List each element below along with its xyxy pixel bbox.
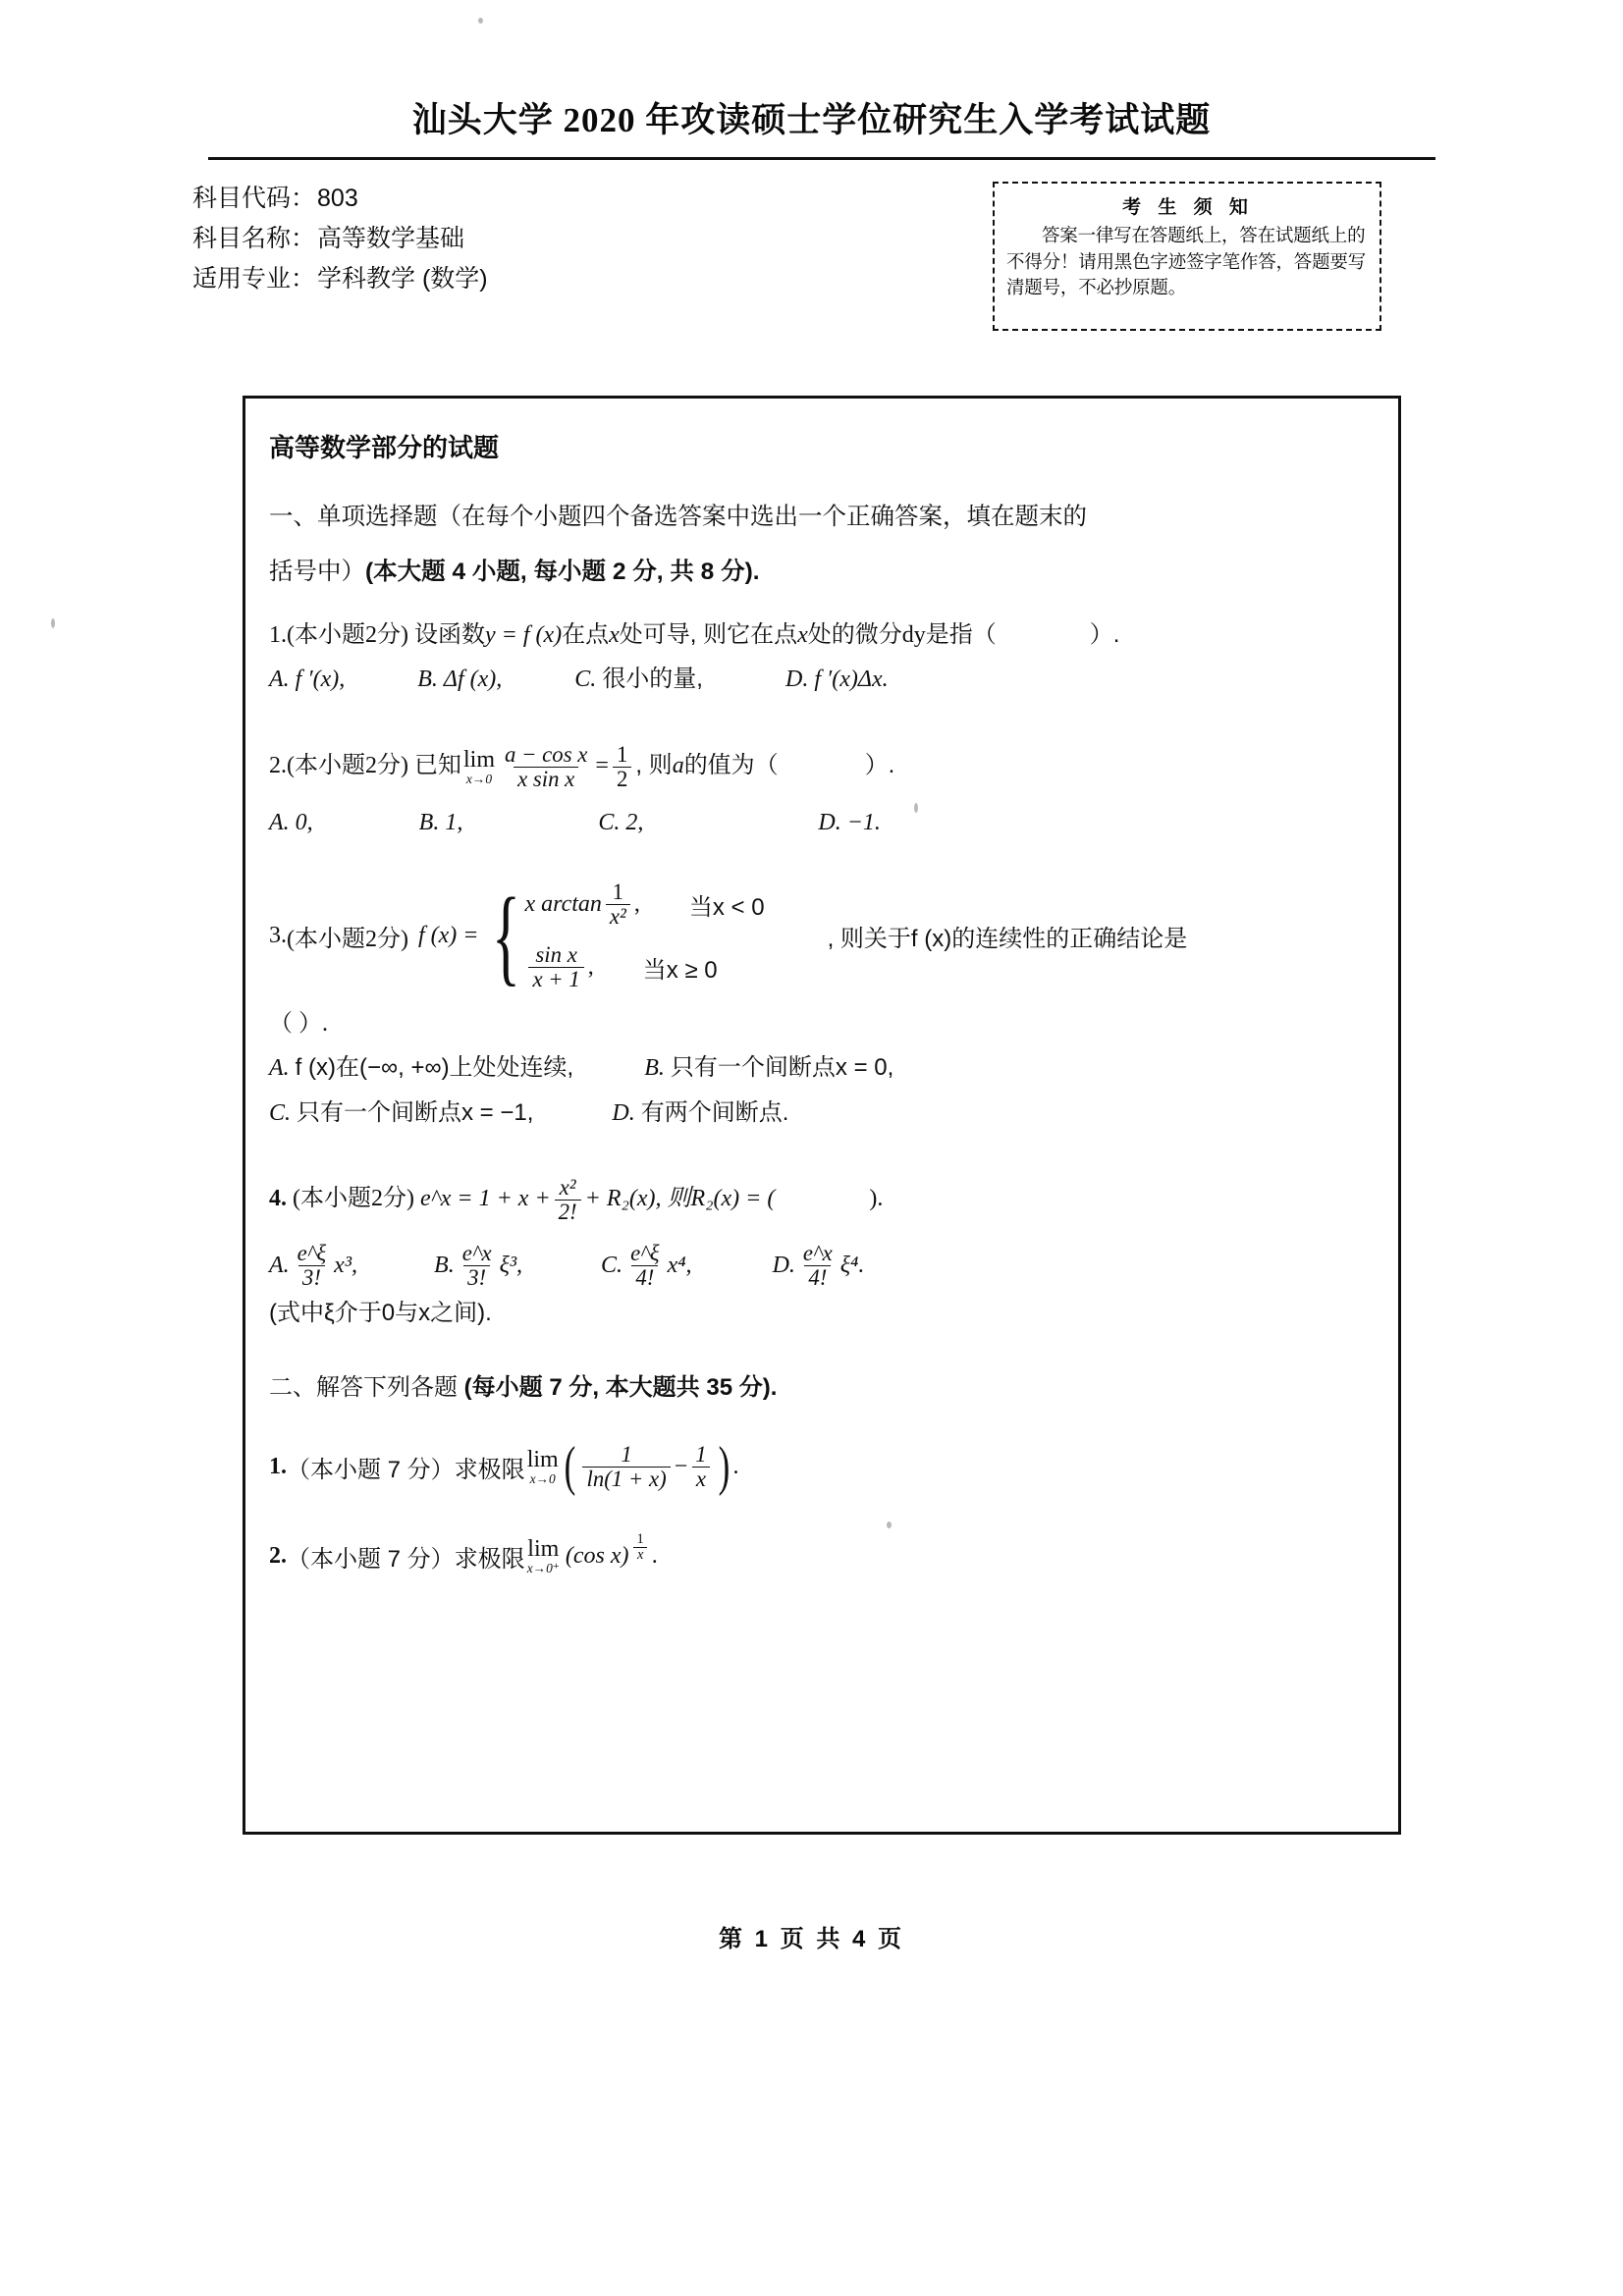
limit-operator [527,1537,560,1575]
option-b [644,1045,893,1091]
part-two-question-1 [269,1435,1373,1497]
cases-rows [524,873,764,998]
equals-sign: = [595,753,609,778]
part-two-question-2-row [269,1532,658,1580]
case-row-1 [524,873,764,935]
question-1-stem-b: 在点 [562,621,610,648]
title-divider [208,157,1435,160]
option-d-label: D. [784,667,809,692]
question-4-stem-tail: + R₂(x), 则R₂(x) = ( [584,1186,776,1211]
option-d-label: D. [818,810,841,835]
option-d-label: D. [772,1252,795,1278]
case-1-denominator: x² [606,904,630,929]
option-d [612,1091,788,1136]
question-1-stem-close: ）. [1089,621,1120,648]
question-2-options [269,800,1373,845]
subject-code-label: 科目代码： [192,185,316,212]
minus-sign: − [674,1453,688,1479]
case-1-condition: 当x < 0 [688,893,765,921]
option-b [419,800,463,845]
option-b-label: B. [417,667,438,692]
pt2-q2-exponent [633,1532,648,1563]
option-b-label: B. [644,1055,665,1081]
option-d-text: f ′(x)Δx. [814,667,889,692]
option-c-fraction [626,1242,664,1290]
case-2-fraction [528,943,583,991]
option-b-fraction [459,1242,496,1290]
question-1-worth: (本小题2分) [287,622,408,648]
part-two-question-1-row [269,1435,739,1497]
question-3-stem [269,873,1373,998]
limit-op-text: lim [526,1447,559,1473]
taylor-denominator: 2! [555,1200,581,1224]
pt2-q1-tail: . [732,1453,739,1479]
option-a-label: A. [269,810,290,835]
option-a-text: f (x)在(−∞, +∞)上处处连续, [295,1054,574,1081]
pt2-q1-fraction-1 [582,1443,670,1491]
question-1-number: 1. [269,622,287,648]
question-1-stem-x2: x [797,622,808,648]
limit-fraction [501,743,591,791]
question-1-stem-math1: y = f (x) [484,622,563,648]
subject-code-value: 803 [317,185,358,212]
limit-op-text: lim [462,747,495,774]
case-2-condition: 当x ≥ 0 [642,956,718,984]
limit-subscript: x→0 [529,1471,556,1487]
option-c [598,800,643,845]
option-b-numerator: e^x [461,1241,492,1265]
major-label: 适用专业： [192,265,316,293]
option-a-label: A. [269,667,290,692]
option-b [417,657,502,702]
option-a-fraction [294,1242,331,1290]
question-3-tail: , 则关于f (x)的连续性的正确结论是 [827,925,1188,952]
option-b-tail: ξ³, [499,1252,523,1278]
option-a [269,657,345,702]
option-d [785,657,889,702]
result-numerator: 1 [616,742,628,768]
question-3 [269,873,1373,1136]
question-4-stem-head: e^x = 1 + x + [419,1186,551,1211]
left-paren-icon: ( [564,1435,575,1497]
taylor-numerator: x² [559,1175,576,1201]
case-1-numerator: 1 [612,879,624,904]
major-value: 学科教学 (数学) [317,265,488,293]
case-1-comma: , [633,890,640,917]
question-4 [269,1161,1373,1335]
question-2-worth: (本小题2分) [287,753,408,778]
option-b-denominator: 3! [463,1265,490,1290]
right-paren-icon: ) [718,1435,730,1497]
option-d-text: 有两个间断点. [640,1099,789,1126]
option-c-label: C. [601,1252,623,1278]
part-one-intro-line2-bold: (本大题 4 小题, 每小题 2 分, 共 8 分). [365,559,760,585]
option-b-text: 只有一个间断点x = 0, [670,1054,894,1081]
major-line [192,259,703,299]
option-a-tail: x³, [334,1252,358,1278]
scan-speck [478,18,483,24]
question-1-stem-dy: dy [901,622,926,648]
piecewise-cases [478,873,764,998]
fraction-1-denominator: ln(1 + x) [582,1467,670,1491]
question-3-options-row-1 [269,1045,1373,1091]
option-d-numerator: e^x [802,1241,833,1265]
left-brace-icon: { [492,875,521,995]
part-one-intro-line2-head: 括号中） [269,559,365,585]
fraction-1-numerator: 1 [621,1441,632,1467]
question-4-stem-close: ). [869,1186,884,1211]
question-3-number: 3. [269,922,287,948]
option-a-text: 0, [295,810,313,835]
fraction-denominator: x sin x [514,767,578,791]
candidate-notice-box [993,182,1381,331]
case-2-numerator: sin x [535,941,577,967]
question-4-worth: (本小题2分) [293,1186,414,1211]
question-4-options-row [269,1242,864,1290]
question-2 [269,731,1373,845]
pt2-q2-number: 2. [269,1542,287,1569]
page-marker: 第 1 页 共 4 页 [718,1926,905,1952]
question-4-options [269,1242,1373,1290]
question-1-stem-c: 处可导, 则它在点 [619,621,798,648]
option-c [574,657,703,702]
scan-speck [51,618,55,628]
option-d-denominator: 4! [804,1265,831,1290]
result-denominator: 2 [613,767,631,791]
fraction-numerator: a − cos x [505,742,588,768]
option-c-numerator: e^ξ [630,1241,660,1265]
question-2-number: 2. [269,753,287,778]
option-c-label: C. [269,1100,292,1126]
option-c-label: C. [598,810,621,835]
question-3-worth: (本小题2分) [287,926,408,952]
case-1-head: x arctan [524,890,602,917]
taylor-fraction [555,1176,581,1224]
case-2-denominator: x + 1 [528,967,583,991]
pt2-q2-tail: . [651,1542,658,1569]
part-two-heading-plain: 二、解答下列各题 [269,1373,464,1401]
question-1-stem-x: x [609,622,620,648]
question-2-stem-close: ）. [864,752,895,778]
question-4-stem [269,1161,1373,1236]
limit-subscript: x→0⁺ [526,1561,560,1576]
question-3-fx: f (x) = [417,922,479,948]
option-a-numerator: e^ξ [297,1241,327,1265]
case-row-2 [524,935,764,998]
part-one-intro [269,490,1373,600]
pt2-q1-number: 1. [269,1453,287,1479]
subject-info-block [192,179,703,299]
section-heading: 高等数学部分的试题 [269,433,500,462]
question-1-stem [269,614,1373,657]
option-a-label: A. [269,1055,290,1081]
question-1 [269,614,1373,702]
option-a-text: f ′(x), [295,667,346,692]
question-2-stem-var: a [672,753,684,778]
part-two-heading [269,1366,1373,1410]
option-b-text: 1, [445,810,463,835]
option-c-text: 2, [625,810,644,835]
option-b-label: B. [434,1252,455,1278]
limit-subscript: x→0 [465,772,493,787]
fraction-2-numerator: 1 [695,1441,707,1467]
option-c-label: C. [574,667,597,692]
pt2-q2-expr: (cos x) [565,1542,629,1569]
pt2-q1-prompt: 求极限 [454,1456,525,1483]
limit-operator [463,748,495,785]
part-two [269,1366,1373,1580]
option-d-text: −1. [846,810,881,835]
subject-code-line [192,179,703,219]
part-two-heading-bold: (每小题 7 分, 本大题共 35 分). [463,1373,778,1401]
subject-name-value: 高等数学基础 [317,225,465,252]
question-4-number: 4. [269,1186,287,1211]
option-a [269,800,313,845]
option-c-denominator: 4! [631,1265,658,1290]
option-a-denominator: 3! [298,1265,325,1290]
option-d-tail: ξ⁴. [839,1252,865,1278]
option-b-label: B. [418,810,440,835]
fraction-2-denominator: x [692,1467,710,1491]
limit-operator [527,1448,559,1485]
option-c-tail: x⁴, [667,1252,692,1278]
page-footer [0,1919,1623,1953]
question-1-stem-d: 处的微分 [807,621,902,648]
page-title: 汕头大学 2020 年攻读硕士学位研究生入学考试试题 [411,101,1212,139]
pt2-q1-worth: （本小题 7 分） [287,1456,455,1483]
question-2-stem-c: 的值为（ [683,752,779,778]
notice-title: 考 生 须 知 [1122,197,1254,218]
option-d [818,800,881,845]
pt2-q1-fraction-2 [691,1443,710,1491]
subject-name-label: 科目名称： [192,225,316,252]
pt2-q2-prompt: 求极限 [454,1545,525,1573]
question-1-stem-e: 是指（ [925,621,997,648]
case-2-comma: , [587,953,594,980]
option-a-label: A. [269,1252,290,1278]
exponent-denominator: x [633,1547,647,1563]
pt2-q2-worth: （本小题 7 分） [287,1545,455,1573]
option-b-text: Δf (x), [443,667,503,692]
subject-name-line [192,219,703,259]
option-a [269,1045,573,1091]
exponent-numerator: 1 [636,1530,644,1547]
question-1-stem-a: 设函数 [413,621,485,648]
option-d-label: D. [612,1100,635,1126]
exam-title-row [0,93,1623,142]
question-2-stem-b: , 则 [635,752,673,778]
case-1-fraction [606,881,630,929]
question-3-stem-row [269,873,1187,998]
question-4-note: (式中ξ介于0与x之间). [269,1299,492,1326]
part-two-question-2 [269,1532,1373,1580]
option-c-text: 只有一个间断点x = −1, [297,1099,534,1126]
question-2-stem-a: 已知 [413,752,461,778]
option-c-text: 很小的量, [602,666,703,692]
question-3-blank-line: （ ）. [269,1011,328,1037]
question-1-options [269,657,1373,702]
part-one-intro-line1: 一、单项选择题（在每个小题四个备选答案中选出一个正确答案，填在题末的 [269,504,1087,530]
result-fraction [613,743,631,791]
limit-op-text: lim [527,1536,560,1563]
option-c [269,1091,533,1136]
notice-body: 答案一律写在答题纸上，答在试题纸上的不得分！请用黑色字迹签字笔作答，答题要写清题号，不必抄原题。 [1006,225,1367,297]
option-d-fraction [799,1242,837,1290]
question-3-options-row-2 [269,1091,1373,1136]
question-2-stem [269,731,1373,800]
exam-content-box [243,396,1401,1835]
